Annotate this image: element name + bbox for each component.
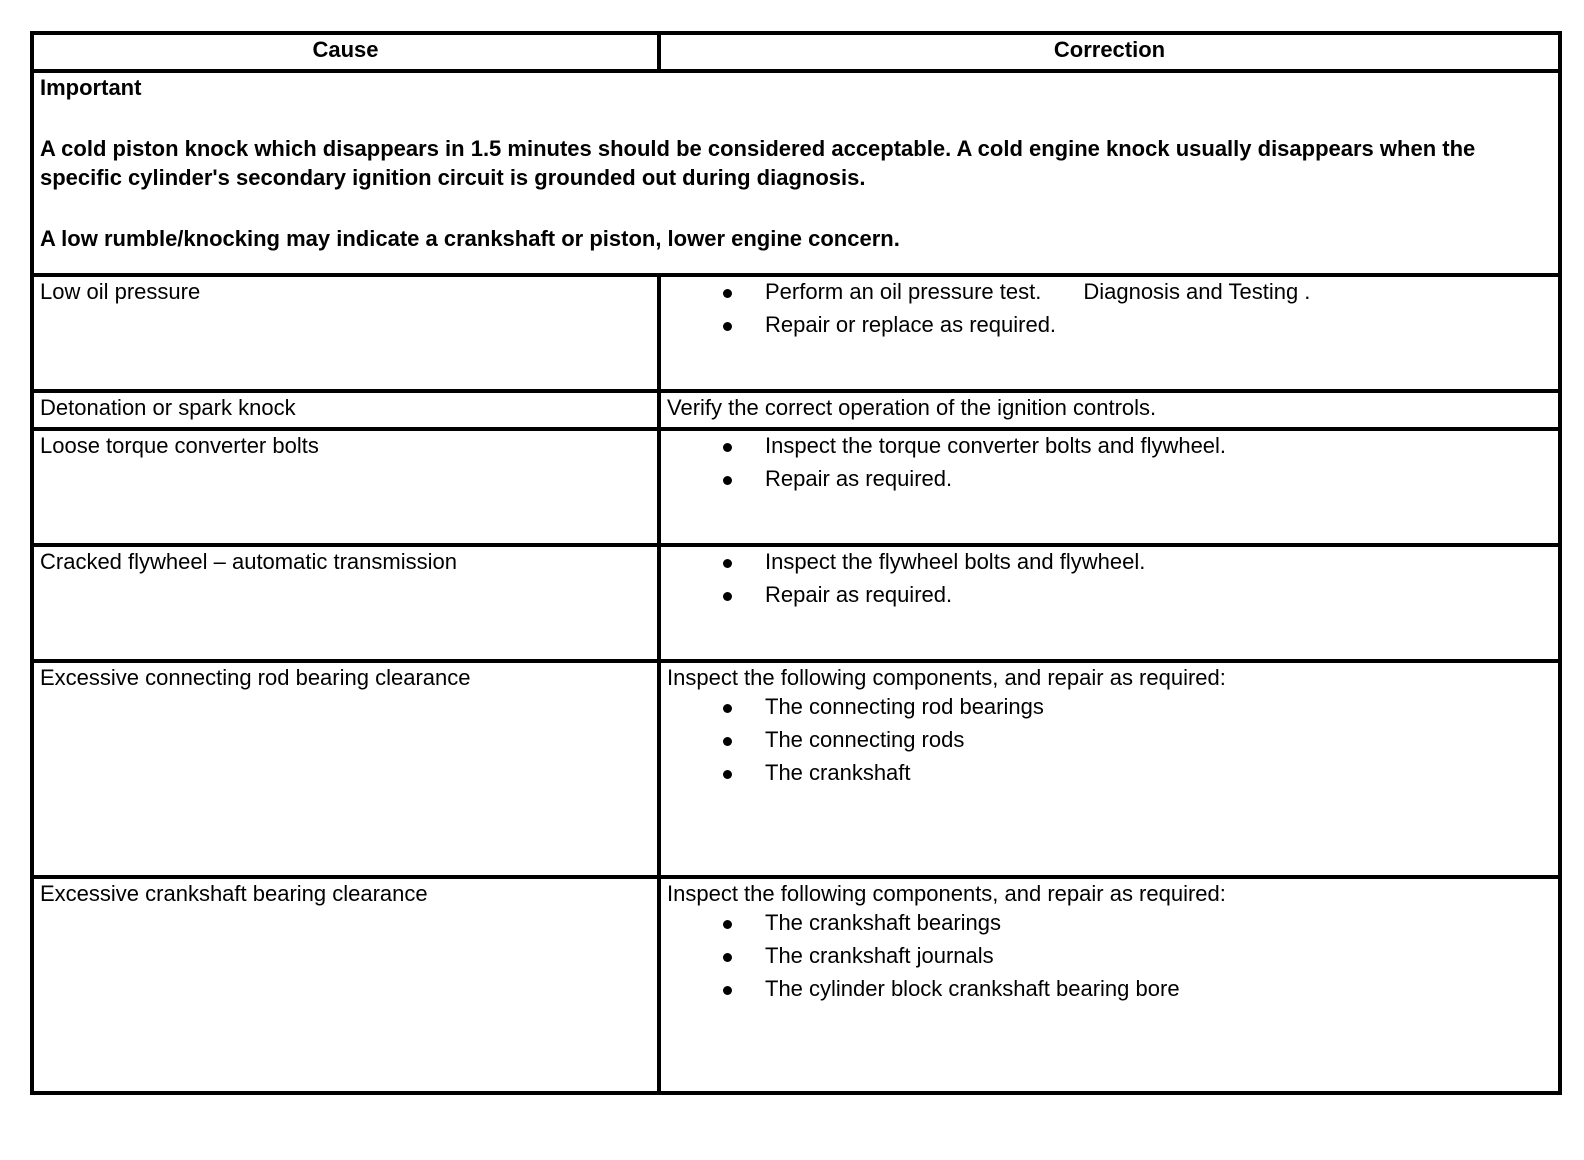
list-item <box>667 580 1552 613</box>
list-item-text: Inspect the torque converter bolts and flywheel. <box>765 433 1227 458</box>
correction-list <box>667 547 1552 613</box>
cause-cell: Excessive crankshaft bearing clearance <box>32 877 659 1093</box>
correction-cell <box>659 545 1560 661</box>
header-row <box>32 33 1560 71</box>
correction-list <box>667 431 1552 497</box>
correction-list <box>667 908 1552 1007</box>
bullet-icon <box>723 476 732 485</box>
correction-cell <box>659 275 1560 391</box>
important-note <box>32 71 1560 275</box>
list-item <box>667 941 1552 974</box>
list-item <box>667 277 1552 310</box>
bullet-icon <box>723 920 732 929</box>
diagnosis-table <box>30 31 1562 1095</box>
bullet-icon <box>723 322 732 331</box>
cause-cell: Low oil pressure <box>32 275 659 391</box>
correction-cell <box>659 429 1560 545</box>
cause-cell: Excessive connecting rod bearing clearance <box>32 661 659 877</box>
list-item-text: The cylinder block crankshaft bearing bore <box>765 976 1180 1002</box>
bullet-icon <box>723 986 732 995</box>
bullet-icon <box>723 443 732 452</box>
list-item-text: The connecting rods <box>765 727 965 753</box>
correction-list <box>667 277 1552 343</box>
list-item-text: Repair as required. <box>765 582 953 607</box>
list-item <box>667 725 1552 758</box>
correction-cell <box>659 877 1560 1093</box>
table-row <box>32 877 1560 1093</box>
list-item-text: Repair or replace as required. <box>765 312 1057 337</box>
list-item <box>667 758 1552 791</box>
correction-cell <box>659 661 1560 877</box>
correction-header: Correction <box>659 33 1560 71</box>
bullet-icon <box>723 289 732 298</box>
list-item-text: Repair as required. <box>765 466 953 491</box>
important-paragraph: A low rumble/knocking may indicate a crankshaft or piston, lower engine concern. <box>40 226 900 252</box>
table-row <box>32 545 1560 661</box>
list-item <box>667 974 1552 1007</box>
correction-list <box>667 692 1552 791</box>
table-row <box>32 661 1560 877</box>
list-item <box>667 431 1552 464</box>
important-row <box>32 71 1560 275</box>
list-item <box>667 908 1552 941</box>
list-item <box>667 547 1552 580</box>
important-paragraph: A cold piston knock which disappears in 1.5 minutes should be considered acceptable. A cold engine knock usually disappears when the specific cylinder's secondary ignition circuit is grounded out during diagnosis. <box>40 136 1476 191</box>
cause-cell: Detonation or spark knock <box>32 391 659 429</box>
bullet-icon <box>723 592 732 601</box>
list-item-text: Inspect the flywheel bolts and flywheel. <box>765 549 1146 574</box>
bullet-icon <box>723 737 732 746</box>
table-row <box>32 391 1560 429</box>
table-row <box>32 429 1560 545</box>
reference-link-text: Diagnosis and Testing . <box>1083 279 1311 304</box>
list-item-text: Perform an oil pressure test. <box>765 279 1042 304</box>
list-item <box>667 692 1552 725</box>
list-item <box>667 464 1552 497</box>
list-item <box>667 310 1552 343</box>
bullet-icon <box>723 559 732 568</box>
table-row <box>32 275 1560 391</box>
list-item-text: The crankshaft <box>765 760 911 786</box>
list-item-text: The connecting rod bearings <box>765 694 1044 720</box>
correction-intro: Inspect the following components, and repair as required: <box>667 881 1226 906</box>
bullet-icon <box>723 770 732 779</box>
cause-cell: Cracked flywheel – automatic transmission <box>32 545 659 661</box>
cause-header: Cause <box>32 33 659 71</box>
correction-cell: Verify the correct operation of the ignition controls. <box>659 391 1560 429</box>
correction-intro: Inspect the following components, and repair as required: <box>667 665 1226 690</box>
bullet-icon <box>723 704 732 713</box>
important-title: Important <box>40 75 142 100</box>
list-item-text: The crankshaft bearings <box>765 910 1002 936</box>
bullet-icon <box>723 953 732 962</box>
list-item-text: The crankshaft journals <box>765 943 994 969</box>
cause-cell: Loose torque converter bolts <box>32 429 659 545</box>
